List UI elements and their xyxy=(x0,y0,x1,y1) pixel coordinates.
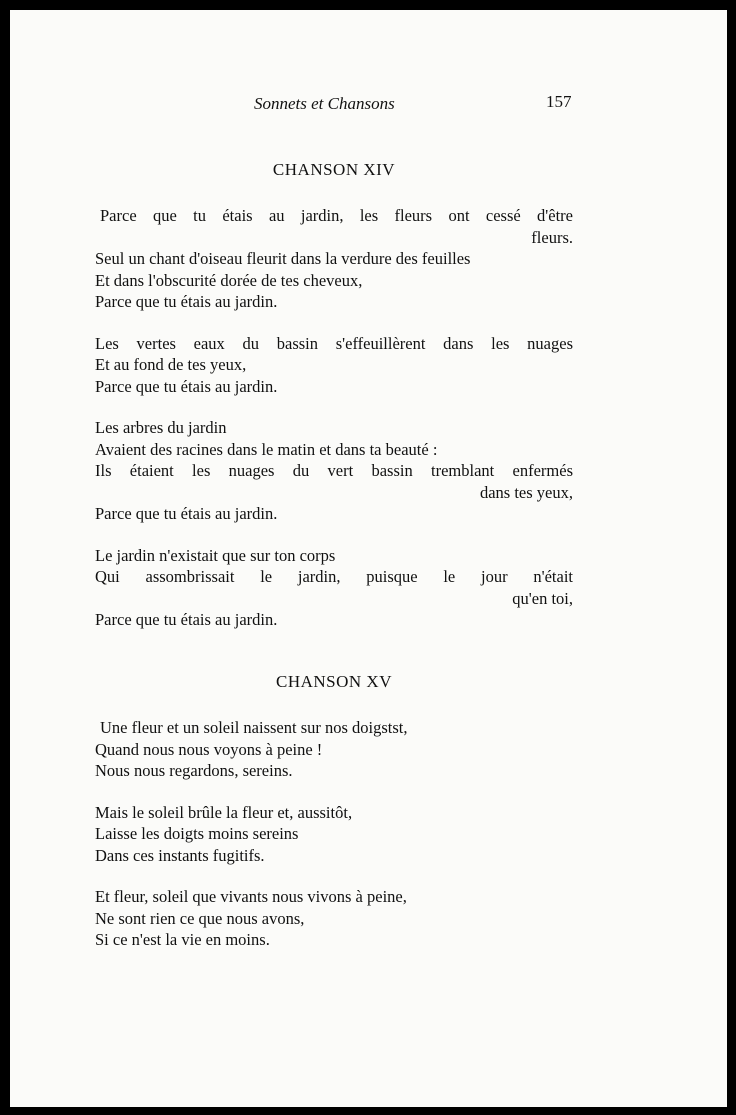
stanza-1 xyxy=(95,717,573,782)
verse-line: Parce que tu étais au jardin, les fleurs ont cessé d'être xyxy=(100,206,573,225)
verse-line: Et dans l'obscurité dorée de tes cheveux, xyxy=(95,270,363,290)
stanza-2 xyxy=(95,333,573,398)
verse-line: Laisse les doigts moins sereins xyxy=(95,824,299,843)
verse-line: Ne sont rien ce que nous avons, xyxy=(95,908,305,928)
verse-line: Quand nous nous voyons à peine ! xyxy=(95,739,323,759)
stanza-2 xyxy=(95,802,573,867)
verse-line: Mais le soleil brûle la fleur et, aussitôt, xyxy=(95,802,353,822)
verse-line: Parce que tu étais au jardin. xyxy=(95,610,278,629)
verse-line: Parce que tu étais au jardin. xyxy=(95,292,278,311)
page-number: 157 xyxy=(546,92,572,111)
chanson-xv-title: CHANSON XV xyxy=(276,672,392,691)
chanson-xv-poem xyxy=(95,717,573,951)
chanson-xiv-title: CHANSON XIV xyxy=(272,160,396,179)
verse-line: Si ce n'est la vie en moins. xyxy=(95,930,270,949)
verse-line: Et au fond de tes yeux, xyxy=(95,355,247,374)
stanza-4 xyxy=(95,545,573,631)
verse-line-continuation: qu'en toi, xyxy=(512,588,573,608)
verse-line: Qui assombrissait le jardin, puisque le jour n'était xyxy=(95,567,573,586)
verse-line: Parce que tu étais au jardin. xyxy=(95,376,278,396)
verse-line: Avaient des racines dans le matin et dans ta beauté : xyxy=(95,439,438,459)
verse-line: Les vertes eaux du bassin s'effeuillèrent dans les nuages xyxy=(95,333,573,353)
book-page xyxy=(10,10,727,1107)
verse-line: Parce que tu étais au jardin. xyxy=(95,504,278,523)
stanza-1 xyxy=(95,205,573,313)
running-title: Sonnets et Chansons xyxy=(254,94,395,113)
stanza-3 xyxy=(95,417,573,525)
verse-line: Nous nous regardons, sereins. xyxy=(95,761,293,780)
stanza-3 xyxy=(95,886,573,951)
verse-line-continuation: dans tes yeux, xyxy=(479,482,573,502)
verse-line: Ils étaient les nuages du vert bassin tremblant enfermés xyxy=(95,461,573,480)
verse-line: Dans ces instants fugitifs. xyxy=(95,845,265,865)
verse-line-continuation: fleurs. xyxy=(531,227,573,247)
chanson-xiv-poem xyxy=(95,205,573,631)
verse-line: Les arbres du jardin xyxy=(95,418,227,437)
verse-line: Le jardin n'existait que sur ton corps xyxy=(95,545,336,565)
verse-line: Et fleur, soleil que vivants nous vivons à peine, xyxy=(95,887,407,906)
verse-line: Une fleur et un soleil naissent sur nos doigstst, xyxy=(100,718,408,737)
verse-line: Seul un chant d'oiseau fleurit dans la verdure des feuilles xyxy=(95,249,471,268)
